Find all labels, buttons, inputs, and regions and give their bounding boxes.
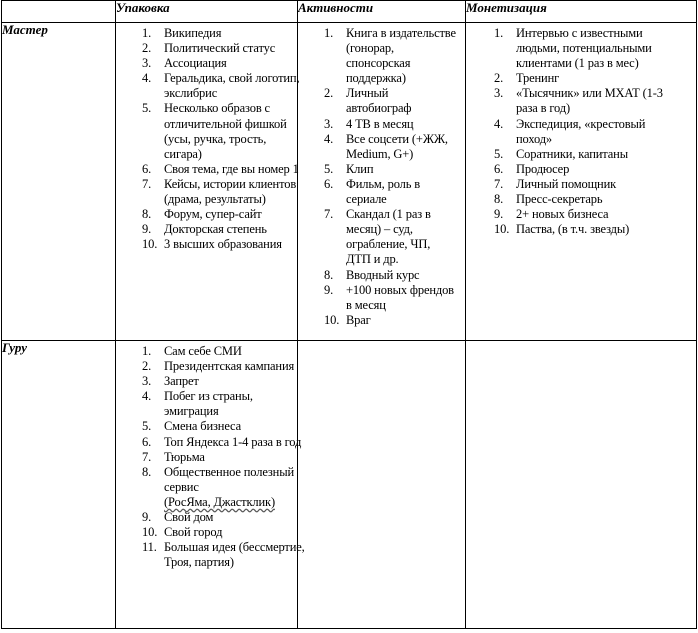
column-header-monetization: Монетизация bbox=[466, 1, 697, 23]
cell-guru-activities bbox=[298, 341, 466, 629]
list-item-number: 10. bbox=[494, 222, 510, 237]
list-item-text: Продюсер bbox=[516, 161, 570, 176]
list-item bbox=[494, 192, 681, 207]
list-item bbox=[324, 312, 456, 328]
list-item-number: 7. bbox=[494, 176, 504, 191]
list-item-text: Смена бизнеса bbox=[164, 419, 241, 434]
list-item bbox=[494, 176, 681, 192]
list-item bbox=[324, 176, 456, 207]
list-item-number: 2. bbox=[142, 359, 152, 374]
header-row bbox=[2, 1, 697, 23]
list-item bbox=[142, 222, 306, 237]
list-item-text: Сам себе СМИ bbox=[164, 344, 242, 358]
list-item bbox=[142, 525, 306, 540]
list-item bbox=[142, 419, 306, 434]
list-item-text: Враг bbox=[346, 312, 371, 327]
list-item bbox=[142, 434, 306, 450]
list-item-number: 3. bbox=[142, 56, 152, 71]
list-item-text: Книга в издательстве (гонорар, спонсорская поддержка) bbox=[346, 26, 456, 86]
list-item-number: 6. bbox=[324, 176, 334, 191]
list-item-text: Вводный курс bbox=[346, 267, 420, 282]
list-item bbox=[142, 449, 306, 465]
list-item bbox=[494, 207, 681, 222]
list-item bbox=[164, 495, 306, 510]
list-item-number: 2. bbox=[494, 71, 504, 86]
list-item bbox=[142, 207, 306, 222]
list-item-text: Побег из страны, эмиграция bbox=[164, 389, 253, 419]
column-header-packaging: Упаковка bbox=[116, 1, 298, 23]
list-item bbox=[142, 71, 306, 101]
list-item bbox=[324, 282, 456, 313]
list-item-text: Большая идея (бессмертие, Троя, партия) bbox=[164, 540, 305, 570]
list-item bbox=[494, 26, 681, 71]
list-item-text: Кейсы, истории клиентов (драма, результаты) bbox=[164, 176, 297, 207]
list-item bbox=[324, 267, 456, 283]
list-item-number: 7. bbox=[142, 176, 152, 191]
list-item-number: 1. bbox=[142, 344, 152, 358]
list-item-number: 3. bbox=[324, 116, 334, 131]
list-item bbox=[142, 359, 306, 374]
list-item-number: 8. bbox=[142, 207, 152, 222]
column-header-activities: Активности bbox=[298, 1, 466, 23]
list-item-number: 5. bbox=[142, 419, 152, 434]
list-item-number: 8. bbox=[142, 464, 152, 479]
list-item-text: (РосЯма, Джастклик) bbox=[164, 494, 275, 509]
list-item-text: Тюрьма bbox=[164, 449, 205, 464]
list-item-number: 3. bbox=[494, 86, 504, 101]
list-item-text: Геральдика, свой логотип, экслибрис bbox=[164, 71, 300, 101]
list-item-text: 4 ТВ в месяц bbox=[346, 116, 414, 131]
list-item-text: Тренинг bbox=[516, 71, 560, 86]
list-item-text: Пресс-секретарь bbox=[516, 192, 603, 207]
list-item-text: Клип bbox=[346, 161, 374, 176]
cell-guru-packaging bbox=[116, 341, 305, 629]
list-item bbox=[142, 344, 306, 359]
list-item-text: Ассоциация bbox=[164, 56, 227, 71]
list-item bbox=[494, 222, 681, 237]
list-item-number: 8. bbox=[324, 267, 334, 282]
list-item-number: 3. bbox=[142, 374, 152, 389]
list-item bbox=[142, 56, 306, 71]
list-item bbox=[142, 161, 306, 177]
list-item-number: 7. bbox=[142, 449, 152, 464]
list-item bbox=[142, 101, 306, 161]
list-item bbox=[324, 161, 456, 177]
list-item bbox=[494, 146, 681, 162]
list-item bbox=[494, 116, 681, 147]
table-row-guru bbox=[2, 341, 697, 629]
list-item bbox=[142, 237, 306, 252]
list-item bbox=[142, 389, 306, 419]
strategy-table bbox=[1, 0, 697, 629]
list-item-number: 4. bbox=[494, 116, 504, 131]
list-item-number: 9. bbox=[142, 222, 152, 237]
list-item-text: Запрет bbox=[164, 374, 199, 389]
list-item-text: Свой город bbox=[164, 525, 223, 540]
list-item bbox=[494, 86, 681, 116]
list-item-text: Личный автобиограф bbox=[346, 86, 412, 116]
list-item-number: 6. bbox=[142, 161, 152, 176]
list-item-text: Президентская кампания bbox=[164, 359, 295, 374]
list-item-number: 6. bbox=[494, 161, 504, 176]
list-item-text: Все соцсети (+ЖЖ, Medium, G+) bbox=[346, 131, 448, 161]
list-item-text: Экспедиция, «крестовый поход» bbox=[516, 116, 646, 146]
list-item-text: Соратники, капитаны bbox=[516, 146, 628, 161]
list-item-text: «Тысячник» или МХАТ (1-3 раза в год) bbox=[516, 86, 663, 116]
list-item-text: Свой дом bbox=[164, 510, 214, 525]
list-item-number: 1. bbox=[324, 26, 334, 40]
list-item bbox=[142, 26, 306, 41]
list-item-number: 2. bbox=[324, 86, 334, 101]
list-item bbox=[142, 374, 306, 389]
list-item-number: 9. bbox=[142, 510, 152, 525]
list-item-number: 9. bbox=[494, 207, 504, 222]
list-item-text: +100 новых френдов в месяц bbox=[346, 282, 454, 312]
list-master-monetization bbox=[466, 26, 681, 237]
list-item-number: 1. bbox=[142, 26, 152, 40]
cell-master-packaging bbox=[116, 23, 298, 341]
list-item-number: 11. bbox=[142, 540, 157, 555]
list-item-text: Политический статус bbox=[164, 41, 276, 56]
list-item-text: 2+ новых бизнеса bbox=[516, 207, 609, 222]
list-item-number: 5. bbox=[494, 146, 504, 161]
list-master-packaging bbox=[116, 26, 306, 252]
list-item bbox=[324, 86, 456, 116]
list-item-text: Топ Яндекса 1-4 раза в год bbox=[164, 434, 302, 449]
cell-master-activities bbox=[298, 23, 466, 341]
list-item bbox=[324, 207, 456, 267]
list-item bbox=[494, 71, 681, 86]
list-item-text: Личный помощник bbox=[516, 176, 617, 191]
list-item-text: Общественное полезный сервис bbox=[164, 464, 294, 494]
list-item bbox=[324, 116, 456, 132]
list-item bbox=[142, 176, 306, 207]
list-master-activities bbox=[298, 26, 456, 328]
cell-master-monetization bbox=[466, 23, 697, 341]
list-item-text: Докторская степень bbox=[164, 222, 267, 237]
list-item-number: 4. bbox=[324, 131, 334, 146]
list-item-number: 10. bbox=[324, 312, 340, 327]
list-item-number: 10. bbox=[142, 237, 158, 252]
list-item-number: 2. bbox=[142, 41, 152, 56]
list-item bbox=[142, 510, 306, 525]
list-item-text: Интервью с известными людьми, потенциальными клиентами (1 раз в мес) bbox=[516, 26, 652, 71]
list-item-text: Википедия bbox=[164, 26, 222, 40]
list-item-number: 8. bbox=[494, 192, 504, 207]
list-item-number: 1. bbox=[494, 26, 504, 40]
list-item-text: Своя тема, где вы номер 1 bbox=[164, 161, 299, 176]
list-item-number: 6. bbox=[142, 434, 152, 449]
list-item-text: Форум, супер-сайт bbox=[164, 207, 262, 222]
list-item-text: Скандал (1 раз в месяц) – суд, ограбление, ЧП, ДТП и др. bbox=[346, 207, 431, 267]
list-item-number: 5. bbox=[142, 101, 152, 116]
list-item-number: 7. bbox=[324, 207, 334, 222]
cell-guru-monetization bbox=[466, 341, 697, 629]
list-item-text: Паства, (в т.ч. звезды) bbox=[516, 222, 630, 237]
list-item-text: 3 высших образования bbox=[164, 237, 282, 252]
list-item bbox=[324, 131, 456, 162]
list-guru-packaging bbox=[116, 344, 306, 570]
list-item-number: 4. bbox=[142, 389, 152, 404]
list-item-number: 5. bbox=[324, 161, 334, 176]
row-label-guru: Гуру bbox=[2, 341, 116, 629]
table-row-master bbox=[2, 23, 697, 341]
corner-cell bbox=[2, 1, 116, 23]
list-item bbox=[142, 540, 306, 570]
list-item bbox=[494, 161, 681, 177]
list-item-number: 9. bbox=[324, 282, 334, 297]
list-item bbox=[142, 464, 306, 495]
list-item bbox=[142, 41, 306, 56]
list-item-number: 10. bbox=[142, 525, 158, 540]
list-item-number: 4. bbox=[142, 71, 152, 86]
list-item-text: Несколько образов с отличительной фишкой (усы, ручка, трость, сигара) bbox=[164, 101, 287, 161]
row-label-master: Мастер bbox=[2, 23, 116, 341]
list-item bbox=[324, 26, 456, 86]
list-item-text: Фильм, роль в сериале bbox=[346, 176, 421, 207]
